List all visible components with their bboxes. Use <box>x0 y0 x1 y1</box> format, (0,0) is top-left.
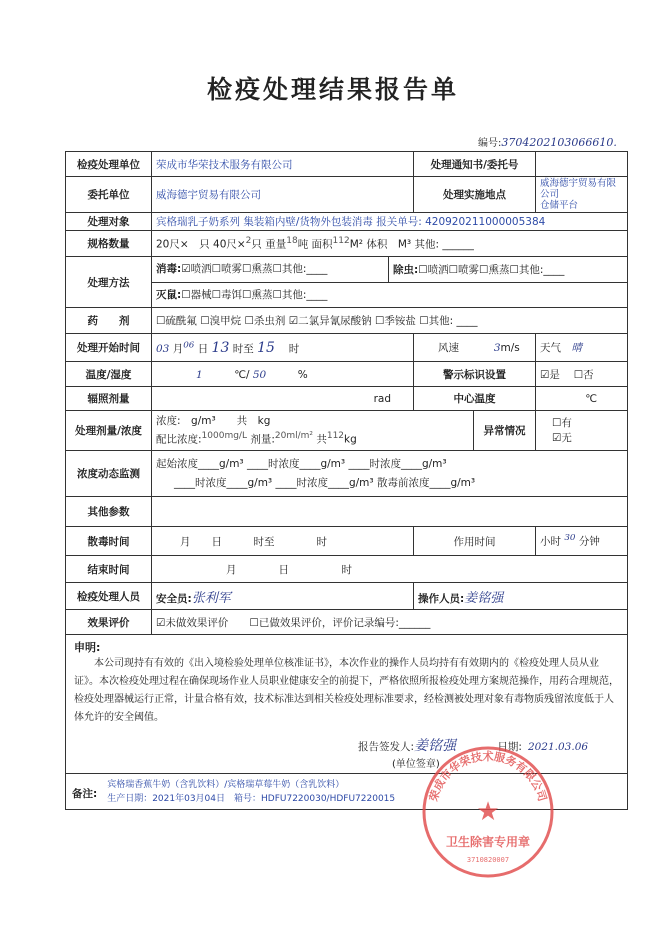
client-value: 威海德宇贸易有限公司 <box>152 177 414 213</box>
operator-signature: 姜铭强 <box>464 590 504 606</box>
row-other <box>66 497 628 527</box>
label-abnormal: 异常情况 <box>474 411 536 451</box>
operator: 操作人员:姜铭强 <box>414 583 628 610</box>
svg-text:荣成市华荣技术服务有限公司 <box>426 749 550 803</box>
issue-date: 2021.03.06 <box>527 741 589 753</box>
radiation-value: rad <box>152 387 414 411</box>
monitor-value: 起始浓度____g/m³ ____时浓度____g/m³ ____时浓度____g/m³ ____时浓度____g/m³ ____时浓度____g/m³ 散毒前浓度____g/m³ <box>152 451 628 497</box>
issuer: 报告签发人:姜铭强 日期: 2021.03.06 <box>358 738 589 754</box>
label-dispersal: 散毒时间 <box>66 527 152 556</box>
action-time-value: 小时 $^{30}$ 分钟 <box>536 527 628 556</box>
label-radiation: 辐照剂量 <box>66 387 152 411</box>
row-end-time <box>66 556 628 583</box>
label-spec: 规格数量 <box>66 231 152 257</box>
dose-value: 浓度: g/m³ 共 kg 配比浓度:$^{1000mg/L}$ 剂量:$^{20ml/m^2}$ 共$^{112}$kg <box>152 411 474 451</box>
label-processing-unit: 检疫处理单位 <box>66 152 152 177</box>
notes-line1: 宾格瑞香蕉牛奶（含乳饮料）/宾格瑞草莓牛奶（含乳饮料） <box>107 779 345 790</box>
label-action-time: 作用时间 <box>414 527 536 556</box>
label-method: 处理方法 <box>66 257 152 308</box>
row-monitor <box>66 451 628 497</box>
row-temp <box>66 362 628 387</box>
label-start-time: 处理开始时间 <box>66 334 152 362</box>
row-processing-unit <box>66 152 628 177</box>
label-end-time: 结束时间 <box>66 556 152 583</box>
seal-star-icon: ★ <box>476 797 500 827</box>
label-warning: 警示标识设置 <box>414 362 536 387</box>
row-object <box>66 213 628 231</box>
label-dose: 处理剂量/浓度 <box>66 411 152 451</box>
label-evaluation: 效果评价 <box>66 610 152 635</box>
row-radiation <box>66 387 628 411</box>
processing-unit-value: 荣成市华荣技术服务有限公司 <box>152 152 414 177</box>
dispersal-value: 月 日 时至 时 <box>152 527 414 556</box>
safety-officer: 安全员:张利军 <box>152 583 414 610</box>
row-start-time: 处理开始时间 03 月$^{06}$ 日 13 时至 15 时 风速 3m/s 天气 晴 <box>66 334 628 362</box>
label-temp: 温度/湿度 <box>66 362 152 387</box>
report-table <box>65 151 628 810</box>
abnormal-value: ☐有 ☑无 <box>536 411 628 451</box>
label-other: 其他参数 <box>66 497 152 527</box>
seal-label: (单位签章) <box>392 759 440 770</box>
notes-line2: 生产日期：2021年03月04日 箱号：HDFU7220030/HDFU7220015 <box>107 793 396 804</box>
serial-number-value: 3704202103066610. <box>501 136 617 149</box>
label-object: 处理对象 <box>66 213 152 231</box>
notice-number-value <box>536 152 628 177</box>
row-dispersal <box>66 527 628 556</box>
method-insect: 除虫:☐喷洒☐喷雾☐熏蒸☐其他:____ <box>393 264 565 276</box>
evaluation-value: ☑未做效果评价 ☐已做效果评价，评价记录编号:______ <box>152 610 628 635</box>
start-time-value: 03 月$^{06}$ 日 13 时至 15 时 <box>152 334 414 362</box>
warning-value: ☑是 ☐否 <box>536 362 628 387</box>
agent-value: ☐硫酰氟 ☐溴甲烷 ☐杀虫剂 ☑二氯异氰尿酸钠 ☐季铵盐 ☐其他: ____ <box>152 308 628 334</box>
end-time-value: 月 日 时 <box>152 556 628 583</box>
label-location: 处理实施地点 <box>414 177 536 213</box>
label-agent: 药 剂 <box>66 308 152 334</box>
label-client: 委托单位 <box>66 177 152 213</box>
method-disinfect: 消毒:☑喷洒☐喷雾☐熏蒸☐其他:____ <box>152 257 389 282</box>
seal-number: 3710820007 <box>466 856 510 864</box>
method-rodent: 灭鼠:☐器械☐毒饵☐熏蒸☐其他:____ <box>156 289 328 301</box>
row-personnel <box>66 583 628 610</box>
row-method <box>66 257 628 308</box>
row-client <box>66 177 628 213</box>
other-value <box>152 497 628 527</box>
serial-number: 编号:3704202103066610. <box>478 136 617 149</box>
page-title: 检疫处理结果报告单 <box>206 75 459 104</box>
label-notice-number: 处理通知书/委托号 <box>414 152 536 177</box>
declaration-title: 申明: <box>74 641 101 654</box>
seal-bottom-text: 卫生除害专用章 <box>445 835 531 849</box>
object-value: 宾格瑞乳子奶系列 集装箱内壁/货物外包装消毒 报关单号: 420920211000005384 <box>152 213 628 231</box>
declaration-text: 本公司现持有有效的《出入境检验处理单位核准证书》，本次作业的操作人员均持有有效期内的《检疫处理人员从业证》。本次检疫处理过程在确保现场作业人员职业健康安全的前提下，严格依照所报检疫处理方案规范操作，用药合理规范，检疫处理器械运行正常，计量合格有效，技术标准达到相关检疫处理标准要求，经检测被处理对象有毒物质残留浓度低于人体允许的安全阈值。 <box>74 658 619 723</box>
seal-top-text: 荣成市华荣技术服务有限公司 <box>427 750 549 803</box>
row-agent <box>66 308 628 334</box>
label-monitor: 浓度动态监测 <box>66 451 152 497</box>
label-personnel: 检疫处理人员 <box>66 583 152 610</box>
issuer-signature: 姜铭强 <box>414 738 457 754</box>
location-value: 威海德宇贸易有限公司 仓储平台 <box>536 177 628 213</box>
notes-label: 备注: <box>72 787 98 800</box>
row-spec <box>66 231 628 257</box>
official-seal <box>418 742 558 882</box>
center-temp-value: ℃ <box>536 387 628 411</box>
spec-value: 20尺× 只 40尺×$^2$只 重量$^{18}$吨 面积$^{112}$M² 体积 M³ 其他: ______ <box>152 231 628 257</box>
row-evaluation <box>66 610 628 635</box>
label-center-temp: 中心温度 <box>414 387 536 411</box>
temp-value: 1 ℃/ 50 % <box>152 362 414 387</box>
row-dose <box>66 411 628 451</box>
safety-officer-signature: 张利军 <box>191 590 231 606</box>
